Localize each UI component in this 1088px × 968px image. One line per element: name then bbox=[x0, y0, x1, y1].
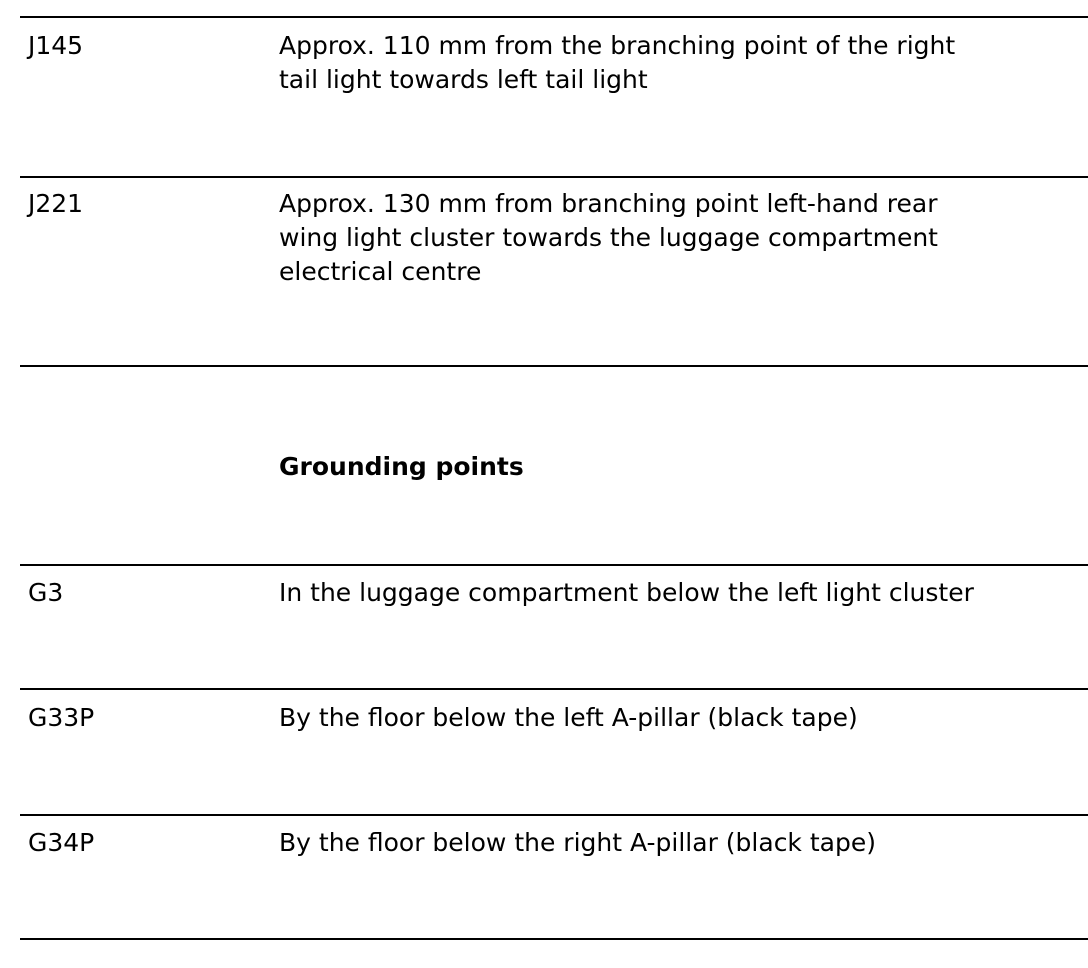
table-divider bbox=[20, 688, 1088, 690]
connector-code: J145 bbox=[28, 31, 84, 60]
location-line: By the floor below the right A-pillar (black tape) bbox=[279, 828, 876, 857]
location-line: Approx. 130 mm from branching point left-hand rear bbox=[279, 189, 938, 218]
connector-location bbox=[279, 187, 1079, 289]
table-divider bbox=[20, 814, 1088, 816]
ground-code: G34P bbox=[28, 828, 95, 857]
table-divider bbox=[20, 564, 1088, 566]
ground-location bbox=[279, 701, 1079, 735]
location-line: tail light towards left tail light bbox=[279, 65, 648, 94]
connector-code: J221 bbox=[28, 189, 84, 218]
table-divider bbox=[20, 938, 1088, 940]
location-line: electrical centre bbox=[279, 257, 482, 286]
connector-location bbox=[279, 29, 1079, 97]
location-line: wing light cluster towards the luggage compartment bbox=[279, 223, 938, 252]
table-divider bbox=[20, 176, 1088, 178]
ground-code: G3 bbox=[28, 578, 64, 607]
ground-location bbox=[279, 576, 1079, 610]
table-divider bbox=[20, 16, 1088, 18]
table-divider bbox=[20, 365, 1088, 367]
ground-code: G33P bbox=[28, 703, 95, 732]
location-line: Approx. 110 mm from the branching point of the right bbox=[279, 31, 956, 60]
location-line: In the luggage compartment below the left light cluster bbox=[279, 578, 974, 607]
location-line: By the floor below the left A-pillar (black tape) bbox=[279, 703, 858, 732]
ground-location bbox=[279, 826, 1079, 860]
section-heading: Grounding points bbox=[279, 452, 524, 481]
